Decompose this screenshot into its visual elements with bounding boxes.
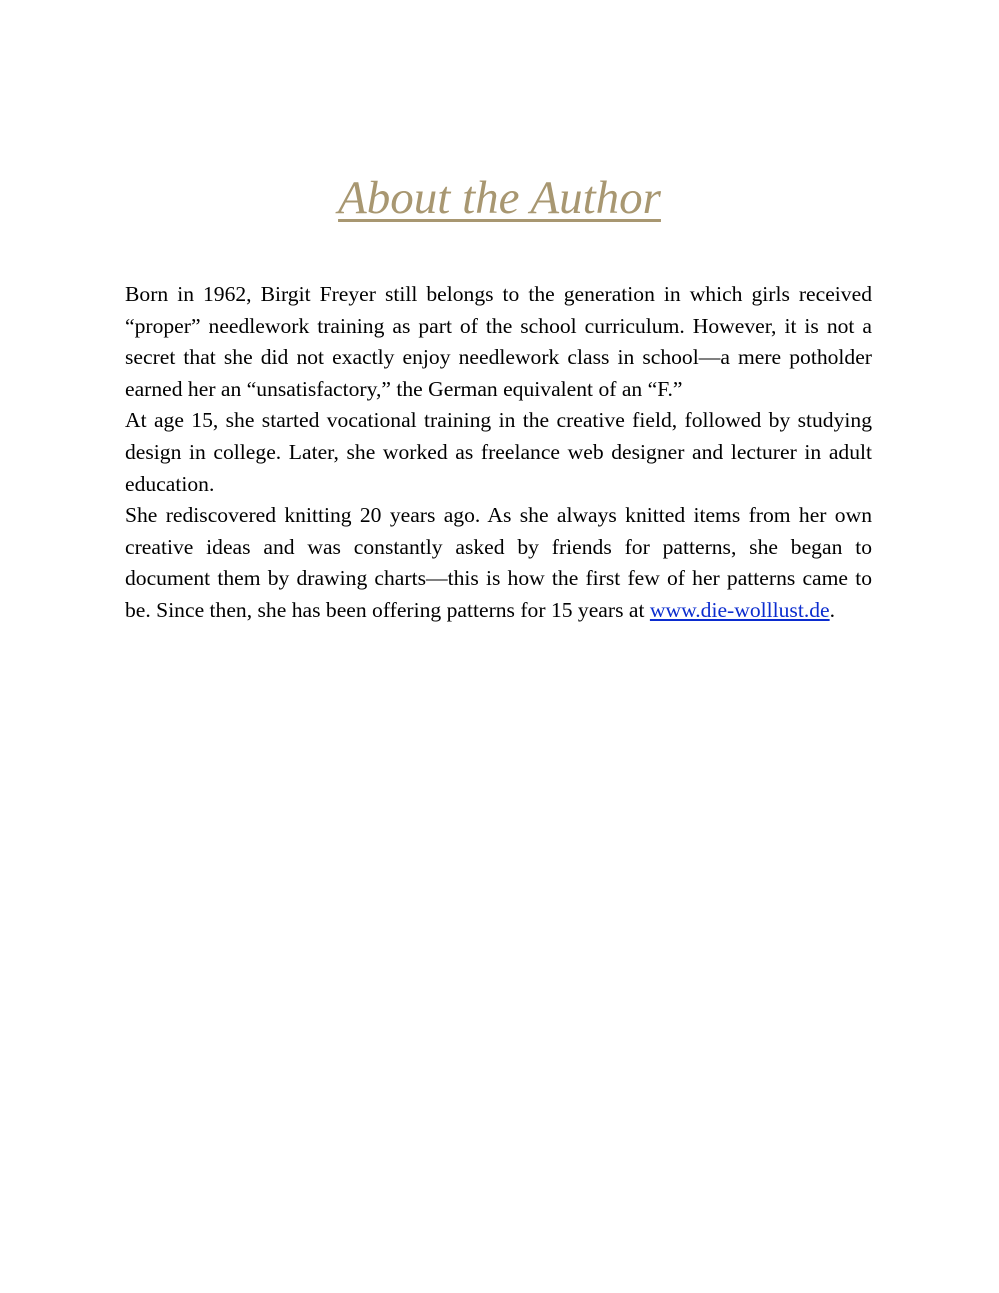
- website-link[interactable]: www.die-wolllust.de: [649, 597, 830, 622]
- link-trailing-period: .: [829, 597, 836, 622]
- author-bio: [125, 279, 872, 627]
- bio-paragraph-2: At age 15, she started vocational training in the creative field, followed by studying design in college. Later, she worked as freelance web designer and lecturer in adult education.: [125, 408, 872, 496]
- bio-paragraph-3-text: She rediscovered knitting 20 years ago. As she always knitted items from her own creative ideas and was constantly asked by friends for patterns, she began to document them by drawing charts—this is how the first few of her patterns came to be. Since then, she has been offering patterns for 15 years at: [125, 503, 872, 622]
- page-title: [0, 168, 999, 228]
- bio-paragraph-1: Born in 1962, Birgit Freyer still belongs to the generation in which girls received “proper” needlework training as part of the school curriculum. However, it is not a secret that she did not exactly enjoy needlework class in school—a mere potholder earned her an “unsatisfactory,” the German equivalent of an “F.”: [125, 282, 872, 401]
- page-title-text: About the Author: [338, 172, 661, 224]
- bio-paragraph-3: [125, 500, 872, 626]
